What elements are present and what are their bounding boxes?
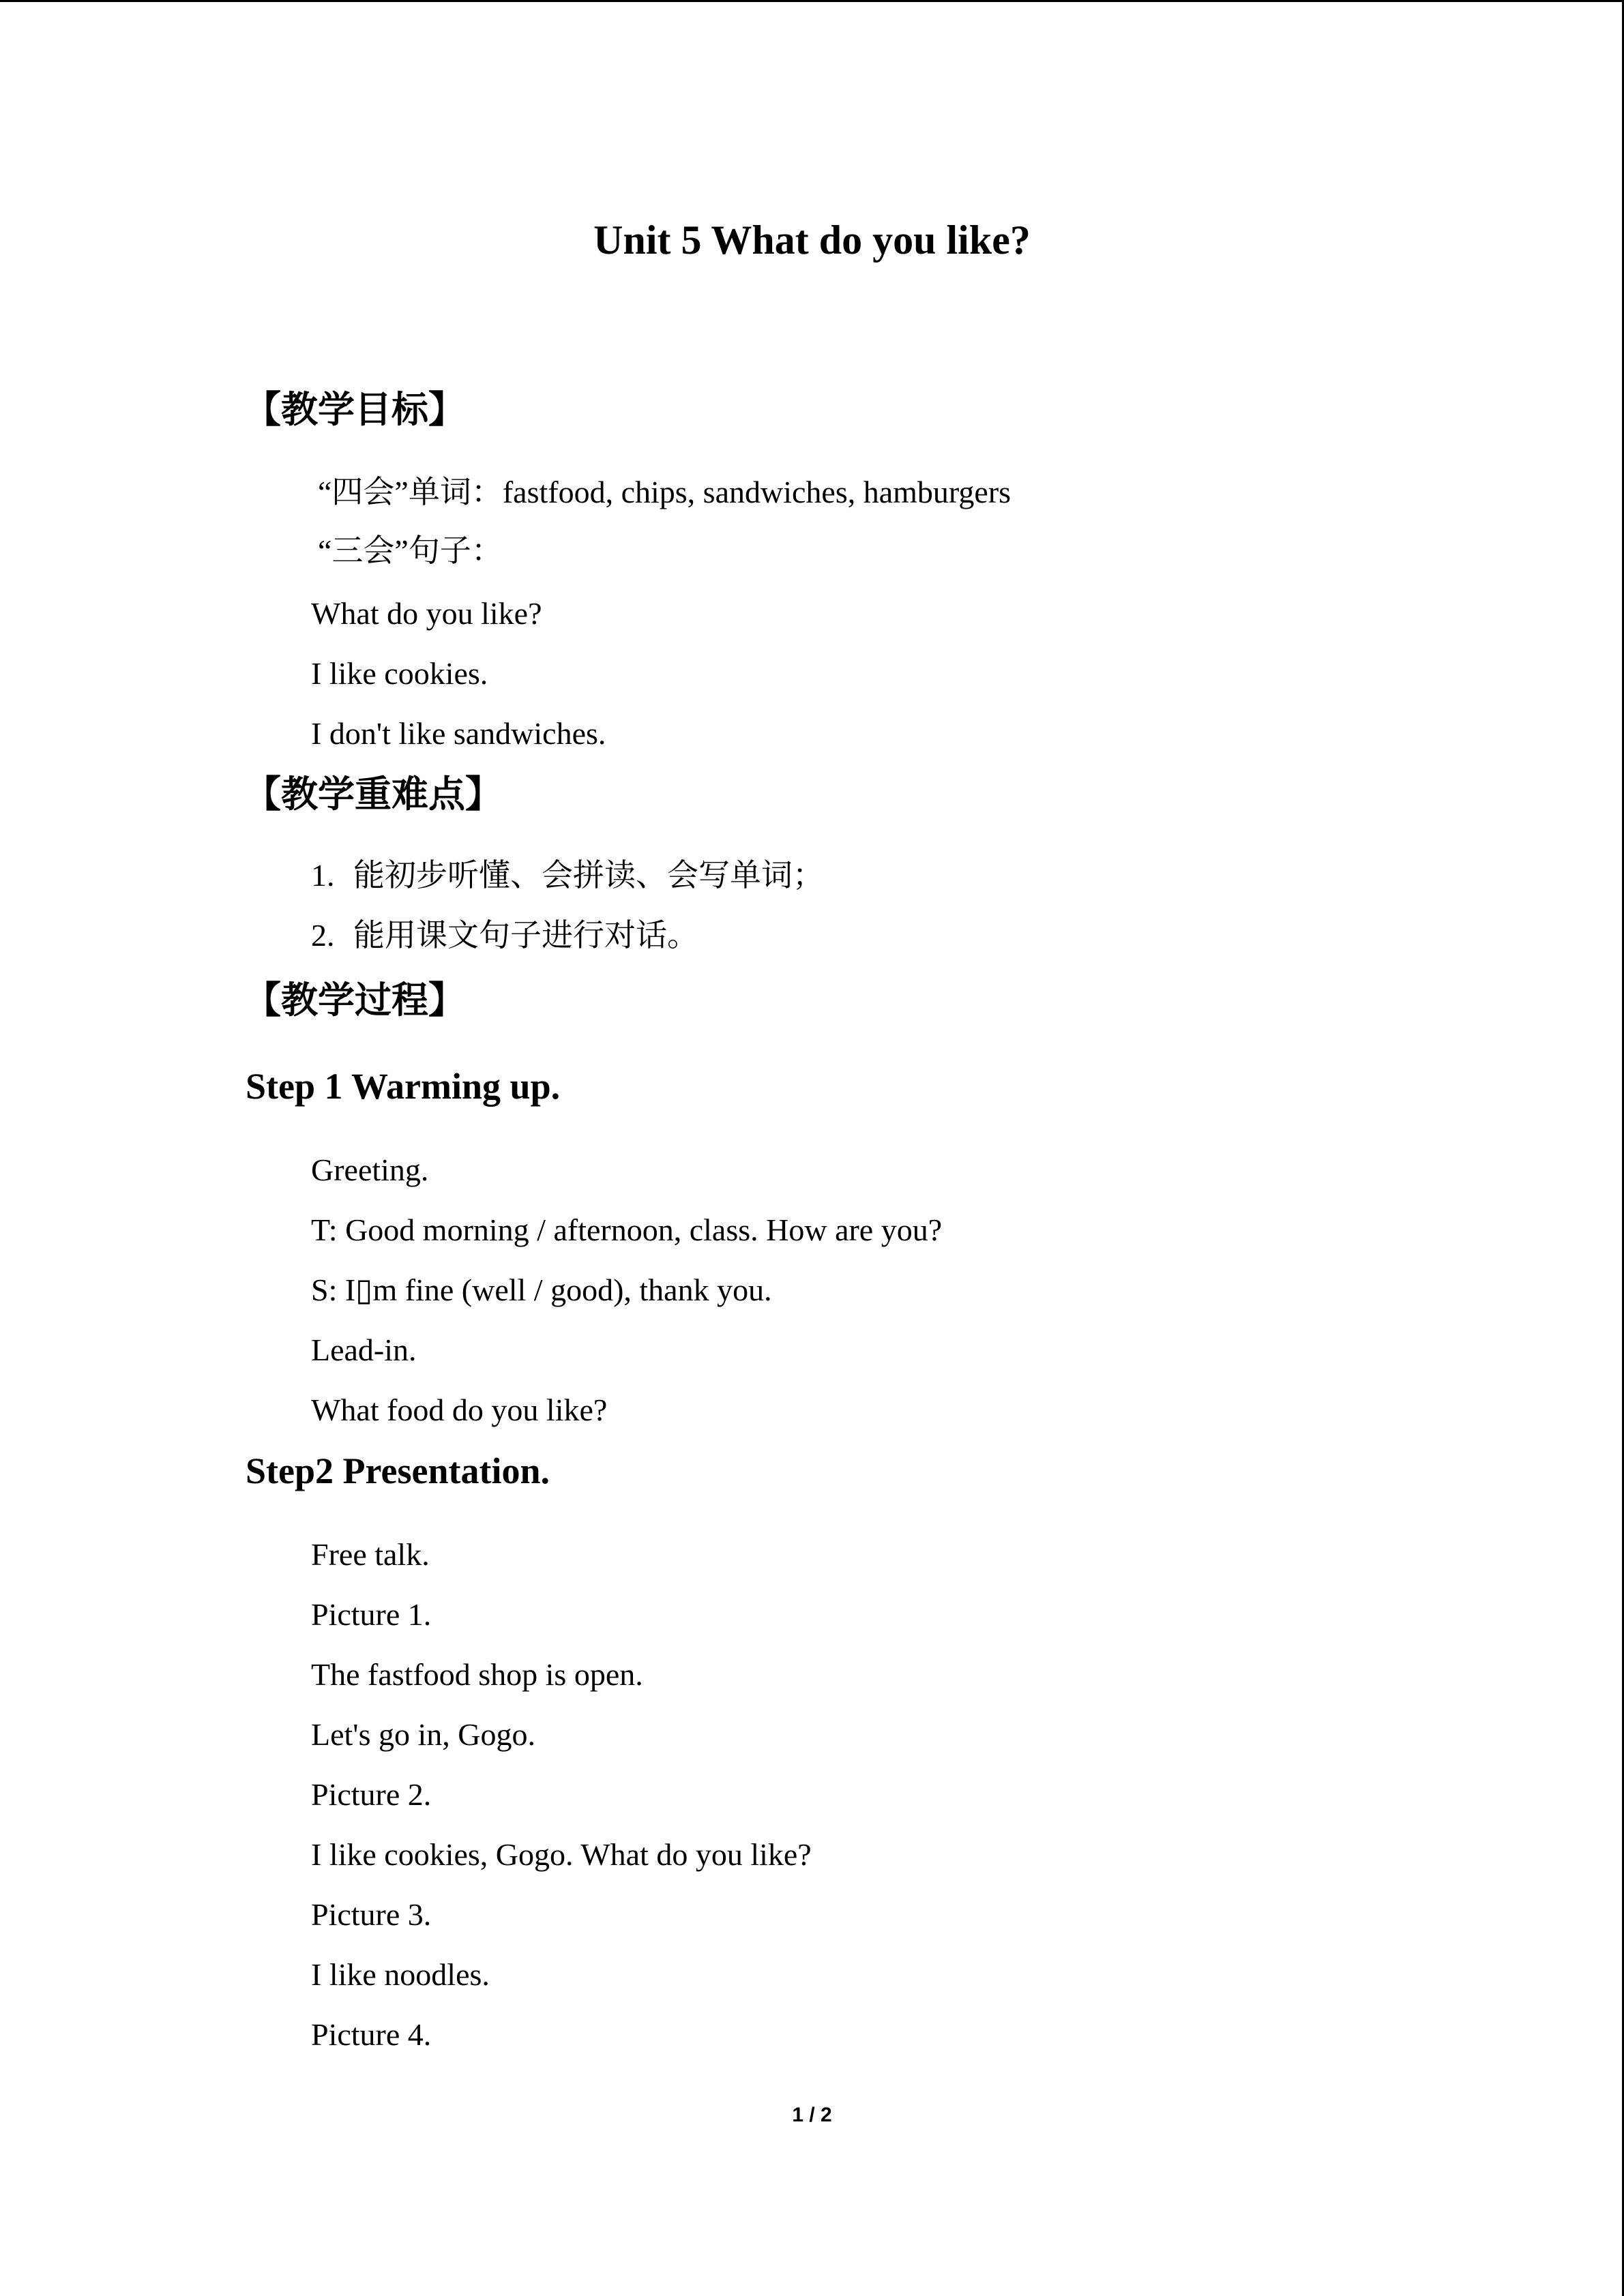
objective-sentence: I like cookies. xyxy=(311,656,488,691)
step2-line: Picture 4. xyxy=(311,2017,432,2052)
step2-line: Free talk. xyxy=(311,1537,430,1572)
process-heading: 【教学过程】 xyxy=(244,980,465,1021)
four-skills-words-line: “四会”单词：fastfood, chips, sandwiches, hamburgers xyxy=(318,475,1012,509)
step1-title: Step 1 Warming up. xyxy=(246,1066,561,1107)
key-point-item xyxy=(311,915,698,956)
step1-line: What food do you like? xyxy=(311,1392,608,1427)
key-point-number: 2. xyxy=(311,918,335,953)
key-point-text: 能用课文句子进行对话。 xyxy=(353,918,698,953)
step2-line: Picture 3. xyxy=(311,1897,432,1932)
step1-line: Greeting. xyxy=(311,1152,429,1187)
step2-title: Step2 Presentation. xyxy=(246,1450,550,1491)
step2-line: I like cookies, Gogo. What do you like? xyxy=(311,1837,812,1872)
step1-line: Lead-in. xyxy=(311,1332,417,1367)
step2-line: Picture 1. xyxy=(311,1597,432,1632)
objective-sentence: I don't like sandwiches. xyxy=(311,716,606,751)
objectives-heading: 【教学目标】 xyxy=(244,389,465,430)
key-point-number: 1. xyxy=(311,858,335,893)
key-point-text: 能初步听懂、会拼读、会写单词； xyxy=(353,858,824,893)
document-title: Unit 5 What do you like? xyxy=(593,218,1031,263)
page-number: 1 / 2 xyxy=(792,2104,832,2126)
objective-sentence: What do you like? xyxy=(311,596,542,631)
step2-line: The fastfood shop is open. xyxy=(311,1657,643,1692)
key-point-item xyxy=(311,855,824,896)
three-skills-sentences-line: “三会”句子： xyxy=(318,533,503,568)
step2-line: Let's go in, Gogo. xyxy=(311,1717,535,1752)
step2-line: I like noodles. xyxy=(311,1957,490,1992)
step1-line: S: I▯m fine (well / good), thank you. xyxy=(311,1272,772,1307)
key-points-heading: 【教学重难点】 xyxy=(244,774,502,815)
step1-line: T: Good morning / afternoon, class. How are you? xyxy=(311,1212,943,1247)
step2-line: Picture 2. xyxy=(311,1777,432,1812)
